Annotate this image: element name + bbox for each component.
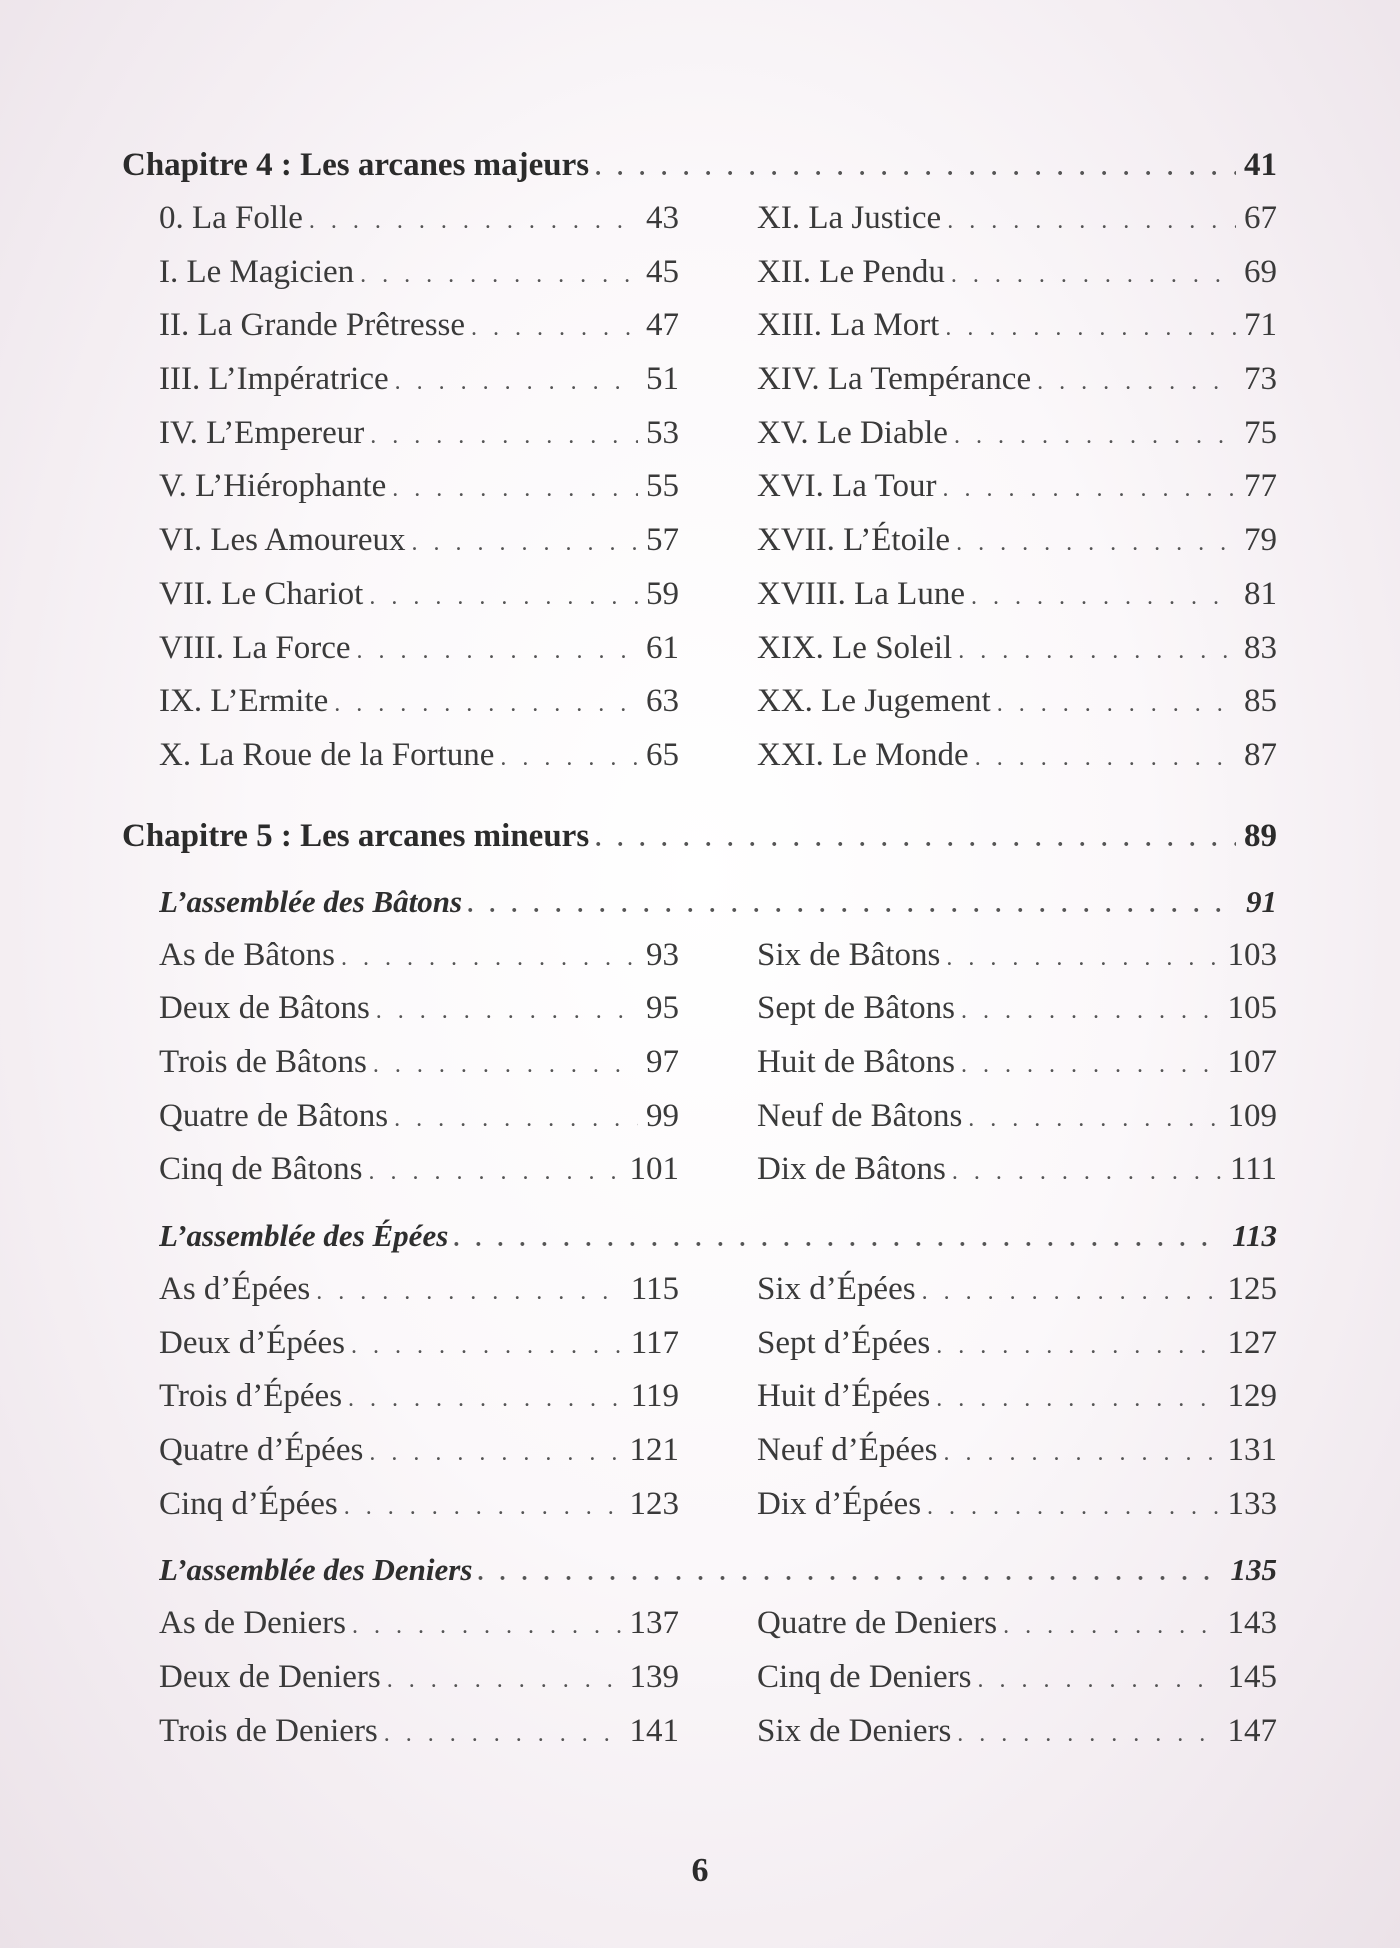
dot-leader [309,195,638,246]
toc-entry [757,1263,1277,1317]
toc-entry [159,1370,679,1424]
entry-title: XXI. Le Monde [757,736,969,773]
section-heading [159,875,1277,929]
entry-page-number: 59 [646,575,679,612]
toc-entry [757,929,1277,983]
dot-leader [936,1373,1219,1424]
dot-leader [997,678,1236,729]
entry-title: XII. Le Pendu [757,253,945,290]
dot-leader [468,878,1238,929]
toc-entry [159,1036,679,1090]
entry-page-number: 93 [646,936,679,973]
entry-page-number: 127 [1227,1324,1277,1361]
dot-leader [316,1266,623,1317]
entry-title: III. L’Impératrice [159,361,389,398]
dot-leader [360,249,638,300]
entry-title: As de Bâtons [159,936,335,973]
entry-page-number: 69 [1244,253,1277,290]
toc-entry [159,1263,679,1317]
dot-leader [395,356,638,407]
dot-leader [942,463,1236,514]
entry-page-number: 57 [646,522,679,559]
toc-entry [159,460,679,514]
entry-page-number: 63 [646,683,679,720]
entry-page-number: 105 [1227,990,1277,1027]
entry-page-number: 71 [1244,307,1277,344]
entry-page-number: 87 [1244,736,1277,773]
toc-entry [757,407,1277,461]
entry-title: Sept de Bâtons [757,990,955,1027]
dot-leader [957,1708,1219,1759]
entry-page-number: 119 [630,1378,679,1415]
entry-page-number: 121 [629,1432,679,1469]
entry-page-number: 41 [1244,147,1277,183]
dot-leader [471,302,638,353]
dot-leader [454,1212,1224,1263]
entry-title: Dix d’Épées [757,1485,922,1522]
entry-page-number: 43 [646,200,679,236]
toc-entry [159,622,679,676]
entry-title: IX. L’Ermite [159,683,329,720]
toc-entry [757,353,1277,407]
entry-page-number: 109 [1227,1097,1277,1134]
dot-leader [977,1654,1219,1705]
dot-leader [348,1373,623,1424]
dot-leader [971,571,1236,622]
toc-entry [159,1597,679,1651]
dot-leader [946,932,1219,983]
dot-leader [394,1093,638,1144]
toc-entry [757,460,1277,514]
entry-page-number: 61 [646,629,679,666]
toc-entry [757,568,1277,622]
entry-title: Quatre de Deniers [757,1605,998,1642]
entry-title: Cinq de Bâtons [159,1151,363,1188]
entry-title: XIV. La Tempérance [757,361,1032,398]
entry-page-number: 111 [1229,1151,1277,1188]
section-heading [159,1209,1277,1263]
chapter-heading [122,809,1277,863]
toc-entry [159,1651,679,1705]
toc-entry [757,1651,1277,1705]
dot-leader [947,195,1236,246]
entries-grid [159,192,1277,783]
dot-leader [478,1546,1222,1597]
entry-page-number: 117 [630,1324,679,1361]
entry-page-number: 133 [1227,1485,1277,1522]
entries-grid [159,1263,1277,1531]
dot-leader [334,678,638,729]
section-heading [159,1543,1277,1597]
entry-page-number: 107 [1227,1043,1277,1080]
dot-leader [936,1320,1219,1371]
toc-entry [757,514,1277,568]
dot-leader [341,932,638,983]
page-number: 6 [691,1852,709,1889]
entry-title: Deux d’Épées [159,1324,346,1361]
toc-entry [757,1090,1277,1144]
entry-page-number: 131 [1227,1432,1277,1469]
dot-leader [384,1708,622,1759]
entry-page-number: 97 [646,1043,679,1080]
entry-page-number: 129 [1227,1378,1277,1415]
entry-title: XI. La Justice [757,200,942,236]
entry-page-number: 67 [1244,200,1277,236]
entry-title: I. Le Magicien [159,253,355,290]
toc-entry [757,622,1277,676]
entry-page-number: 135 [1230,1552,1277,1588]
entry-title: L’assemblée des Deniers [159,1552,473,1588]
entry-title: Huit de Bâtons [757,1043,955,1080]
dot-leader [373,1039,638,1090]
entry-title: XV. Le Diable [757,414,948,451]
entry-page-number: 123 [629,1485,679,1522]
entry-title: V. L’Hiérophante [159,468,387,505]
toc-entry [757,1597,1277,1651]
entry-title: Huit d’Épées [757,1378,931,1415]
entry-title: Trois d’Épées [159,1378,343,1415]
entry-page-number: 145 [1227,1659,1277,1696]
entry-title: Cinq d’Épées [159,1485,338,1522]
toc-entry [159,1090,679,1144]
dot-leader [975,732,1236,783]
dot-leader [961,1039,1220,1090]
toc-entry [159,407,679,461]
entry-page-number: 91 [1246,883,1277,919]
entry-page-number: 101 [629,1151,679,1188]
entry-title: Sept d’Épées [757,1324,931,1361]
dot-leader [387,1654,622,1705]
toc-entry [159,353,679,407]
entry-page-number: 143 [1227,1605,1277,1642]
entry-page-number: 55 [646,468,679,505]
dot-leader [369,1427,621,1478]
entry-title: As d’Épées [159,1271,311,1307]
dot-leader [961,985,1220,1036]
toc-entry [159,192,679,246]
dot-leader [369,571,638,622]
chapter-heading [122,138,1277,192]
entry-title: XVI. La Tour [757,468,937,505]
dot-leader [370,410,638,461]
entry-title: Chapitre 4 : Les arcanes majeurs [122,147,590,183]
toc-entry [159,729,679,783]
toc-entry [159,675,679,729]
entry-title: VII. Le Chariot [159,575,364,612]
entries-grid [159,1597,1277,1758]
entry-page-number: 115 [630,1271,679,1307]
entry-title: As de Deniers [159,1605,346,1642]
dot-leader [357,625,639,676]
dot-leader [945,302,1236,353]
toc-entry [159,568,679,622]
entry-title: Neuf d’Épées [757,1432,938,1469]
entry-title: Six d’Épées [757,1271,916,1307]
dot-leader [922,1266,1220,1317]
toc-entry [757,1705,1277,1759]
entry-page-number: 77 [1244,468,1277,505]
toc-entry [757,1478,1277,1532]
toc-entry [159,982,679,1036]
entry-title: XX. Le Jugement [757,683,991,720]
dot-leader [1003,1600,1219,1651]
toc-entry [757,982,1277,1036]
entry-page-number: 141 [629,1712,679,1749]
entry-title: VIII. La Force [159,629,351,666]
entry-page-number: 45 [646,253,679,290]
toc-entry [757,299,1277,353]
entry-title: Chapitre 5 : Les arcanes mineurs [122,817,590,854]
entry-page-number: 73 [1244,361,1277,398]
dot-leader [595,141,1236,192]
toc-entry [757,246,1277,300]
entry-title: L’assemblée des Bâtons [159,883,463,919]
dot-leader [376,985,638,1036]
toc-entry [757,729,1277,783]
dot-leader [392,463,638,514]
entry-title: XVII. L’Étoile [757,522,951,559]
toc-entry [159,1143,679,1197]
toc-entry [757,1317,1277,1371]
toc-entry [757,1143,1277,1197]
entry-page-number: 95 [646,990,679,1027]
toc-entry [159,929,679,983]
entry-title: VI. Les Amoureux [159,522,406,559]
entry-page-number: 137 [629,1605,679,1642]
entry-title: Quatre de Bâtons [159,1097,389,1134]
entry-title: Deux de Bâtons [159,990,370,1027]
entry-title: Trois de Bâtons [159,1043,367,1080]
toc-entry [159,1705,679,1759]
toc-entry [757,192,1277,246]
dot-leader [954,410,1236,461]
entry-title: Six de Bâtons [757,936,941,973]
entry-title: Quatre d’Épées [159,1432,364,1469]
entry-title: X. La Roue de la Fortune [159,736,495,773]
entry-title: L’assemblée des Épées [159,1218,449,1253]
entry-title: XIX. Le Soleil [757,629,953,666]
toc-entry [757,1424,1277,1478]
entry-page-number: 81 [1244,575,1277,612]
dot-leader [344,1481,622,1532]
entry-page-number: 75 [1244,414,1277,451]
toc-entry [159,246,679,300]
dot-leader [944,1427,1220,1478]
entry-title: II. La Grande Prêtresse [159,307,466,344]
entry-title: Cinq de Deniers [757,1659,972,1696]
dot-leader [351,1320,623,1371]
dot-leader [369,1146,622,1197]
entry-title: Six de Deniers [757,1712,952,1749]
entry-title: XIII. La Mort [757,307,940,344]
entries-grid [159,929,1277,1197]
entry-page-number: 79 [1244,522,1277,559]
toc-entry [159,1317,679,1371]
toc-entry [159,1424,679,1478]
toc-entry [757,1036,1277,1090]
entry-title: 0. La Folle [159,200,303,236]
entry-page-number: 83 [1244,629,1277,666]
dot-leader [595,812,1236,863]
toc-entry [757,675,1277,729]
entry-page-number: 89 [1244,817,1277,854]
toc-entry [159,1478,679,1532]
dot-leader [968,1093,1219,1144]
entry-title: Dix de Bâtons [757,1151,946,1188]
dot-leader [956,517,1236,568]
dot-leader [951,249,1236,300]
entry-page-number: 65 [646,736,679,773]
dot-leader [958,625,1236,676]
dot-leader [927,1481,1219,1532]
entry-page-number: 51 [646,361,679,398]
toc-entry [159,514,679,568]
dot-leader [352,1600,622,1651]
table-of-contents [122,138,1277,1759]
entry-title: Deux de Deniers [159,1659,381,1696]
dot-leader [1037,356,1236,407]
entry-title: Trois de Deniers [159,1712,378,1749]
entry-page-number: 47 [646,307,679,344]
entry-page-number: 125 [1227,1271,1277,1307]
toc-entry [757,1370,1277,1424]
dot-leader [412,517,638,568]
entry-page-number: 99 [646,1097,679,1134]
entry-page-number: 113 [1232,1218,1277,1253]
dot-leader [952,1146,1222,1197]
toc-entry [159,299,679,353]
entry-page-number: 103 [1227,936,1277,973]
entry-page-number: 53 [646,414,679,451]
entry-title: IV. L’Empereur [159,414,365,451]
dot-leader [500,732,638,783]
entry-title: Neuf de Bâtons [757,1097,963,1134]
entry-page-number: 139 [629,1659,679,1696]
entry-page-number: 147 [1227,1712,1277,1749]
entry-title: XVIII. La Lune [757,575,965,612]
entry-page-number: 85 [1244,683,1277,720]
